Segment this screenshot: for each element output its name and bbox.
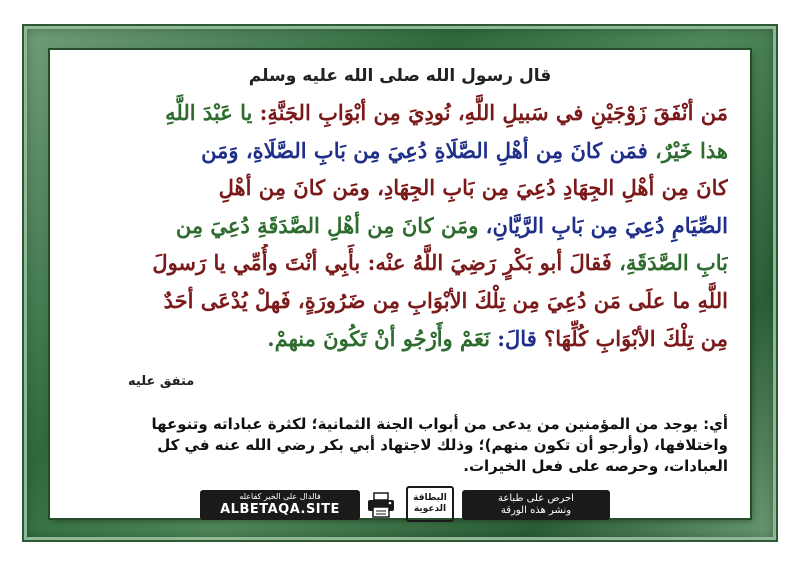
footer-bar: [200, 490, 610, 520]
hadith-segment: الصِّيَامِ دُعِيَ مِن بَابِ الرَّيَّانِ،: [478, 212, 728, 238]
print-line-2: ونشر هذه الورقة: [500, 505, 572, 516]
hadith-segment: كانَ مِن أهْلِ الجِهَادِ دُعِيَ مِن بَابِ الجِهَادِ، ومَن كانَ مِن أهْلِ: [218, 175, 728, 201]
hadith-segment: اللَّهِ ما علَى مَن دُعِيَ مِن تِلْكَ الأبْوَابِ مِن ضَرُورَةٍ، فَهلْ يُدْعَى أحَدٌ: [163, 287, 728, 313]
page-title: قال رسول الله صلى الله عليه وسلم: [248, 66, 552, 86]
hadith-source: متفق عليه: [128, 374, 195, 389]
hadith-segment: مِن تِلْكَ الأبْوَابِ كُلِّهَا؟: [536, 325, 728, 351]
hadith-segment: فمَن كانَ مِن أهْلِ الصَّلَاةِ دُعِيَ مِن بَابِ الصَّلَاةِ، وَمَن: [201, 137, 648, 163]
hadith-segment: بَابِ الصَّدَقَةِ،: [611, 250, 728, 276]
printer-icon: [366, 492, 396, 518]
explanation-text: أي: يوجد من المؤمنين من يدعى من أبواب الجنة الثمانية؛ لكثرة عباداته وتنوعها واختلافها، (وأرجو أن تكون منهم)؛ وذلك لاجتهاد أبي بكر رضي الله عنه في كل العبادات، وحرصه على فعل الخيرات.: [151, 415, 728, 475]
hadith-line-4: [72, 207, 728, 245]
hadith-line-7: [72, 320, 728, 358]
print-line-1: احرص على طباعة: [498, 493, 574, 504]
logo-top-text: البطاقة: [413, 493, 447, 503]
card-panel: [50, 50, 750, 518]
hadith-segment: هذا خَيْرٌ،: [647, 137, 728, 163]
hadith-line-3: [72, 169, 728, 207]
site-badge: [200, 490, 360, 520]
print-badge: [462, 490, 610, 520]
hadith-text: [72, 94, 728, 357]
hadith-line-6: [72, 282, 728, 320]
hadith-segment: فَقالَ أبو بَكْرٍ رَضِيَ اللَّهُ عنْه: بأَبِي أنْتَ وأُمِّي يا رَسولَ: [152, 250, 612, 276]
hadith-segment: قالَ:: [489, 325, 537, 351]
hadith-line-2: [72, 132, 728, 170]
hadith-segment: نَعَمْ وأَرْجُو أنْ تَكُونَ منهمْ.: [267, 325, 490, 351]
hadith-line-1: [72, 94, 728, 132]
site-link[interactable]: ALBETAQA.SITE: [220, 502, 340, 517]
site-logo: [406, 486, 454, 522]
hadith-segment: يا عَبْدَ اللَّهِ: [165, 100, 253, 125]
hadith-line-5: [72, 244, 728, 282]
hadith-segment: مَن أنْفَقَ زَوْجَيْنِ في سَبيلِ اللَّهِ، نُودِيَ مِن أبْوَابِ الجَنَّةِ:: [252, 100, 728, 125]
dal-text: فالدال على الخير كفاعله: [239, 492, 321, 501]
logo-bottom-text: الدعوية: [413, 504, 447, 514]
hadith-segment: ومَن كانَ مِن أهْلِ الصَّدَقَةِ دُعِيَ مِن: [175, 212, 479, 238]
